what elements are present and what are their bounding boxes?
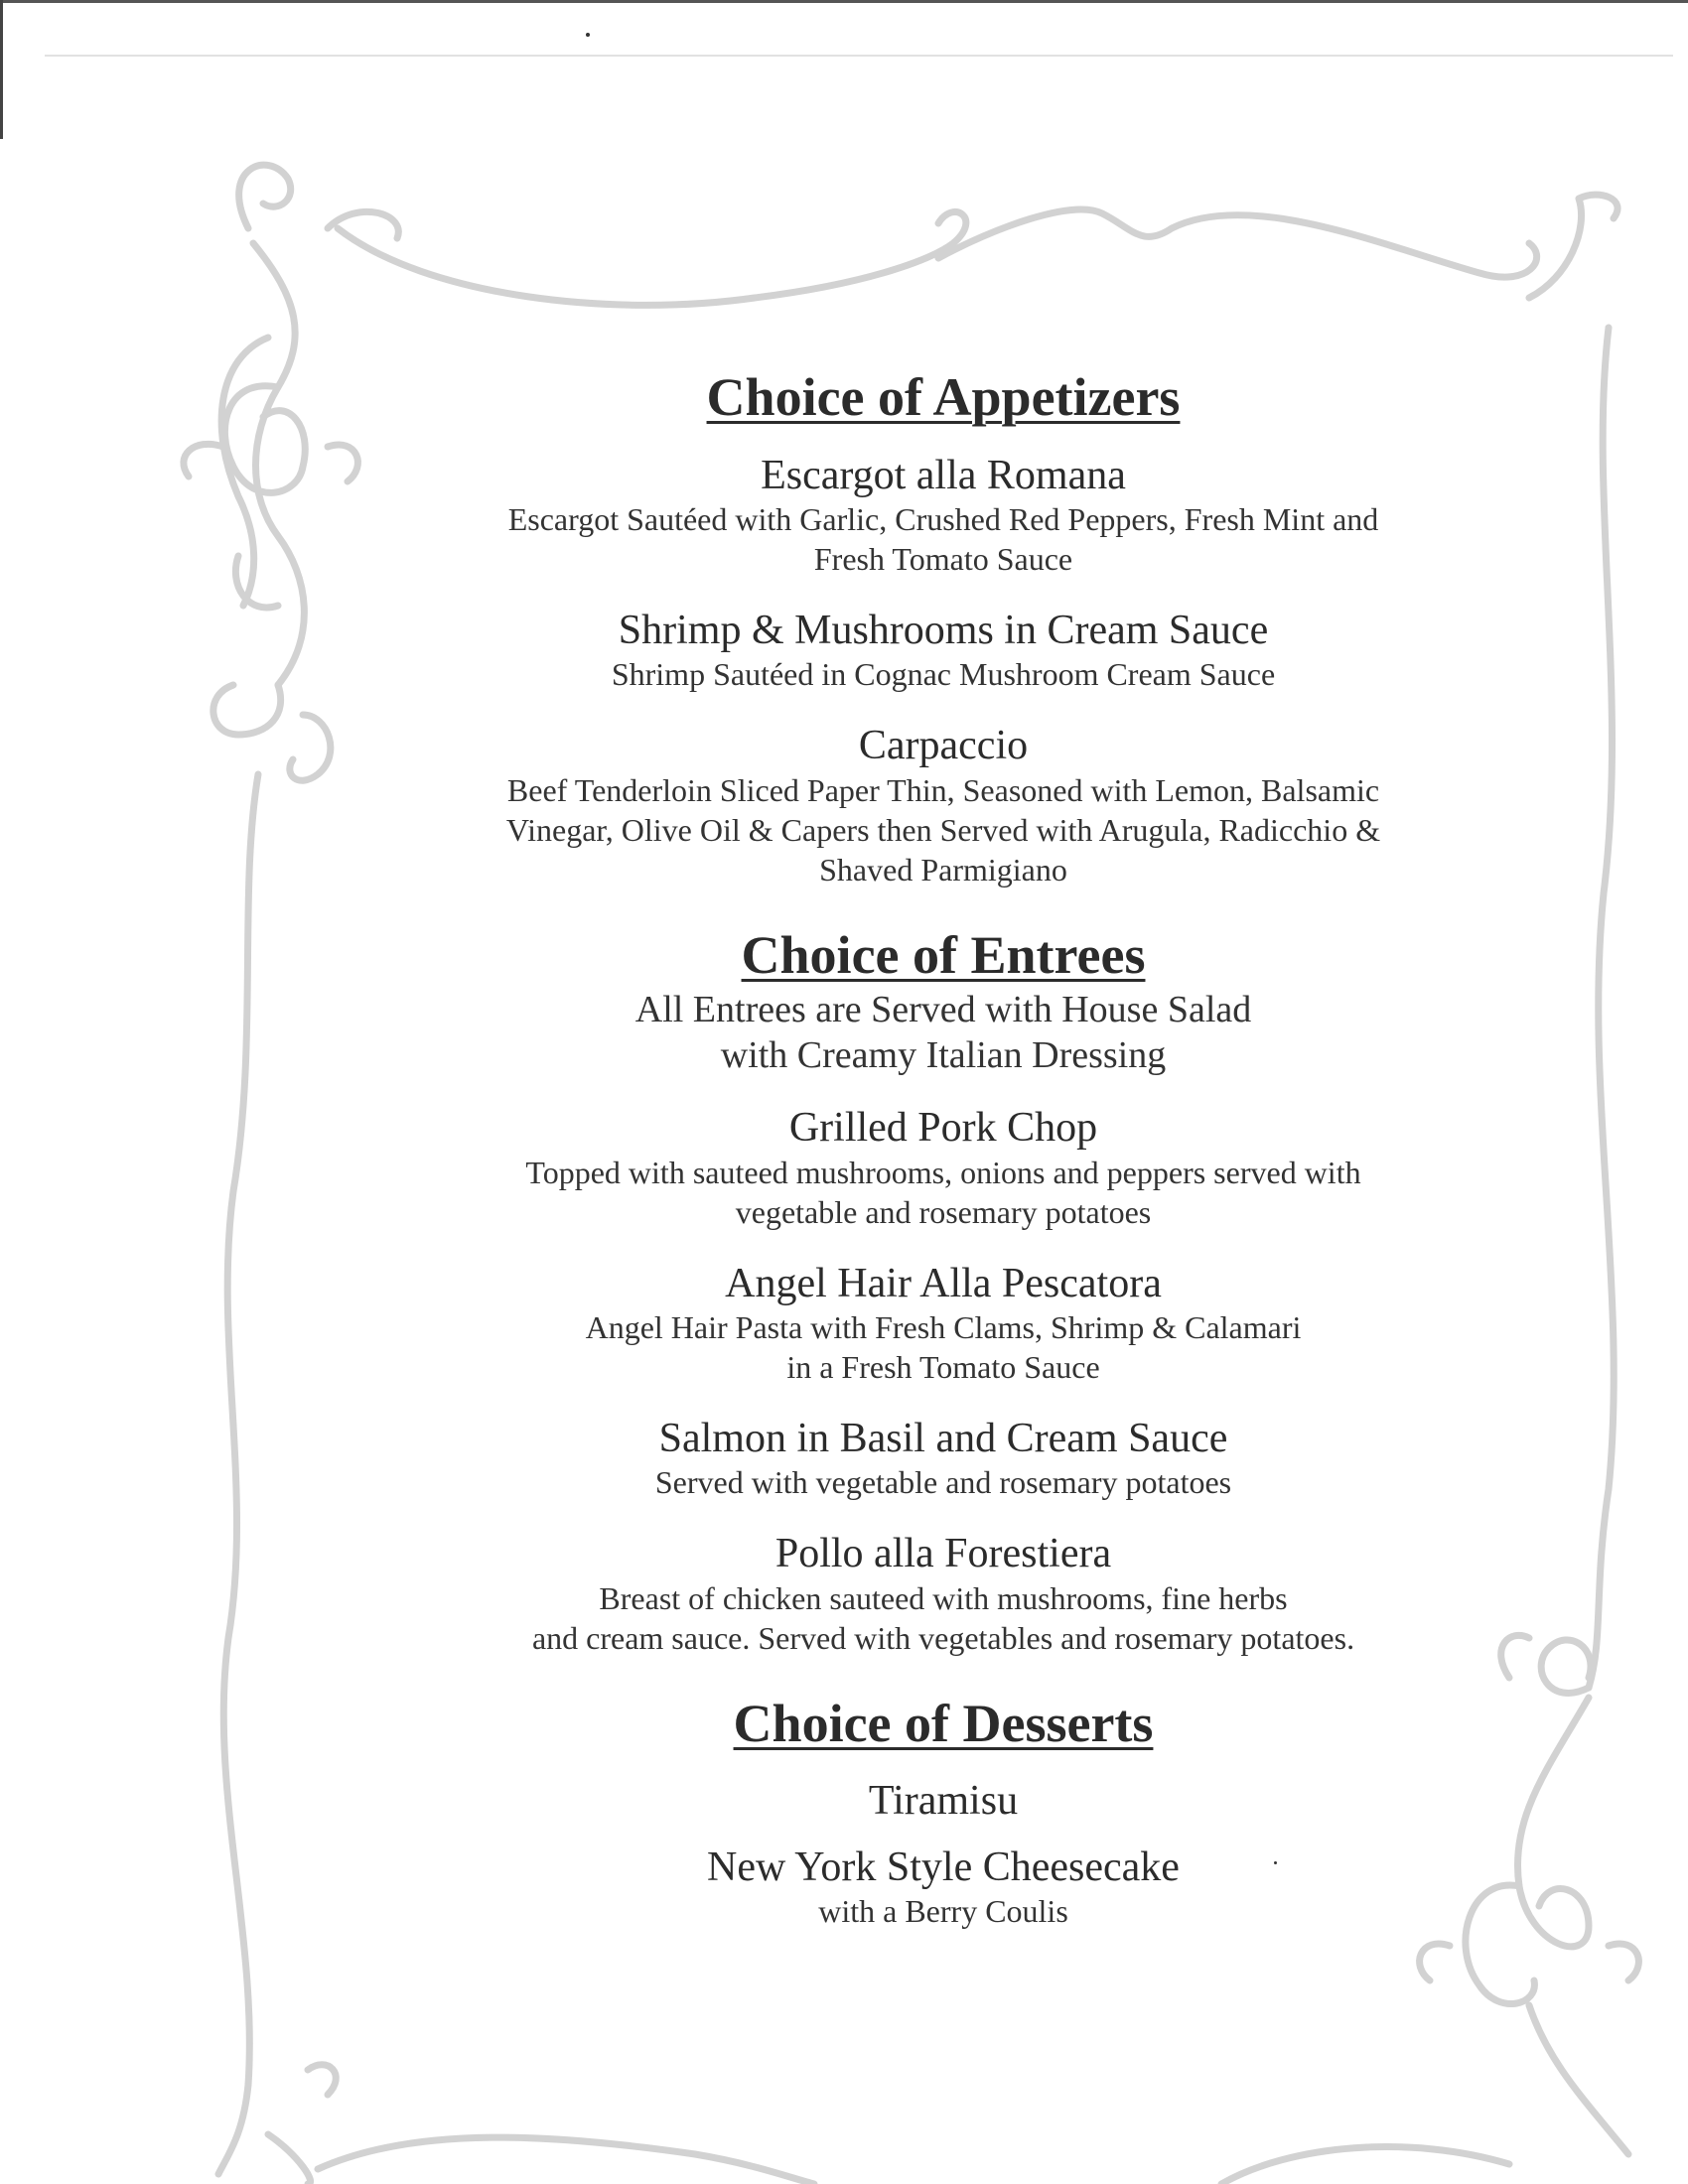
dish-description-line: Breast of chicken sauteed with mushrooms, fine herbs [599,1579,1288,1616]
dish-description-line: and cream sauce. Served with vegetables and rosemary potatoes. [531,1619,1355,1656]
dish-name: Shrimp & Mushrooms in Cream Sauce [618,608,1269,654]
entrees-note [437,987,1450,1078]
entrees-heading: Choice of Entrees [741,924,1146,985]
dish-name: New York Style Cheesecake [707,1843,1180,1890]
dish-name: Pollo alla Forestiera [774,1531,1112,1577]
top-right-curl [1529,195,1618,298]
top-left-swoop [338,212,966,306]
right-border-line [1589,328,1614,1688]
menu-item-pollo [437,1530,1450,1657]
bottom-left-swoop [318,2137,814,2184]
dish-description-line: Angel Hair Pasta with Fresh Clams, Shrimp & Calamari [585,1309,1302,1346]
right-scroll-lower [1517,1698,1589,1947]
dish-name: Escargot alla Romana [761,452,1126,498]
top-left-curl [239,165,291,228]
top-right-swoop [938,209,1537,277]
dish-name: Angel Hair Alla Pescatora [725,1260,1162,1306]
menu-item-angel-hair [437,1260,1450,1387]
menu-content [437,365,1450,1959]
right-scroll-curl [1541,1640,1591,1694]
dish-description-line: in a Fresh Tomato Sauce [786,1349,1100,1386]
dish-description-line: Topped with sauteed mushrooms, onions and peppers served with [525,1154,1361,1190]
dish-description-line: vegetable and rosemary potatoes [735,1193,1152,1230]
dish-description-line: with a Berry Coulis [818,1893,1068,1930]
bottom-right-swoop [1221,2147,1509,2184]
dish-name: Grilled Pork Chop [788,1105,1098,1152]
dish-description-line: Escargot Sautéed with Garlic, Crushed Red Peppers, Fresh Mint and [507,501,1379,538]
dish-name: Carpaccio [858,723,1029,769]
dish-description-line: Fresh Tomato Sauce [813,541,1073,578]
entrees-note-line: with Creamy Italian Dressing [720,1034,1167,1077]
menu-item-carpaccio [437,722,1450,888]
dish-description-line: Vinegar, Olive Oil & Capers then Served with Arugula, Radicchio & [505,811,1381,848]
dish-description-line: Beef Tenderloin Sliced Paper Thin, Seasoned with Lemon, Balsamic [506,771,1380,808]
dish-description-line: Served with vegetable and rosemary potatoes [654,1464,1232,1501]
menu-item-salmon [437,1415,1450,1502]
entrees-note-line: All Entrees are Served with House Salad [634,989,1252,1031]
left-scroll-lower-curl [213,685,281,735]
menu-item-pork-chop [437,1104,1450,1231]
dish-name: Salmon in Basil and Cream Sauce [658,1416,1228,1462]
left-scroll-upper [253,243,304,685]
dish-name: Tiramisu [868,1778,1019,1825]
menu-item-shrimp-mushrooms [437,607,1450,694]
desserts-heading: Choice of Desserts [733,1693,1154,1753]
menu-item-escargot [437,452,1450,579]
dish-description-line: Shrimp Sautéed in Cognac Mushroom Cream Sauce [611,656,1276,693]
dish-description-line: Shaved Parmigiano [819,851,1067,887]
left-border-line [223,774,258,2085]
appetizers-heading: Choice of Appetizers [706,367,1181,427]
menu-item-tiramisu [437,1777,1450,1825]
menu-item-cheesecake [437,1843,1450,1931]
